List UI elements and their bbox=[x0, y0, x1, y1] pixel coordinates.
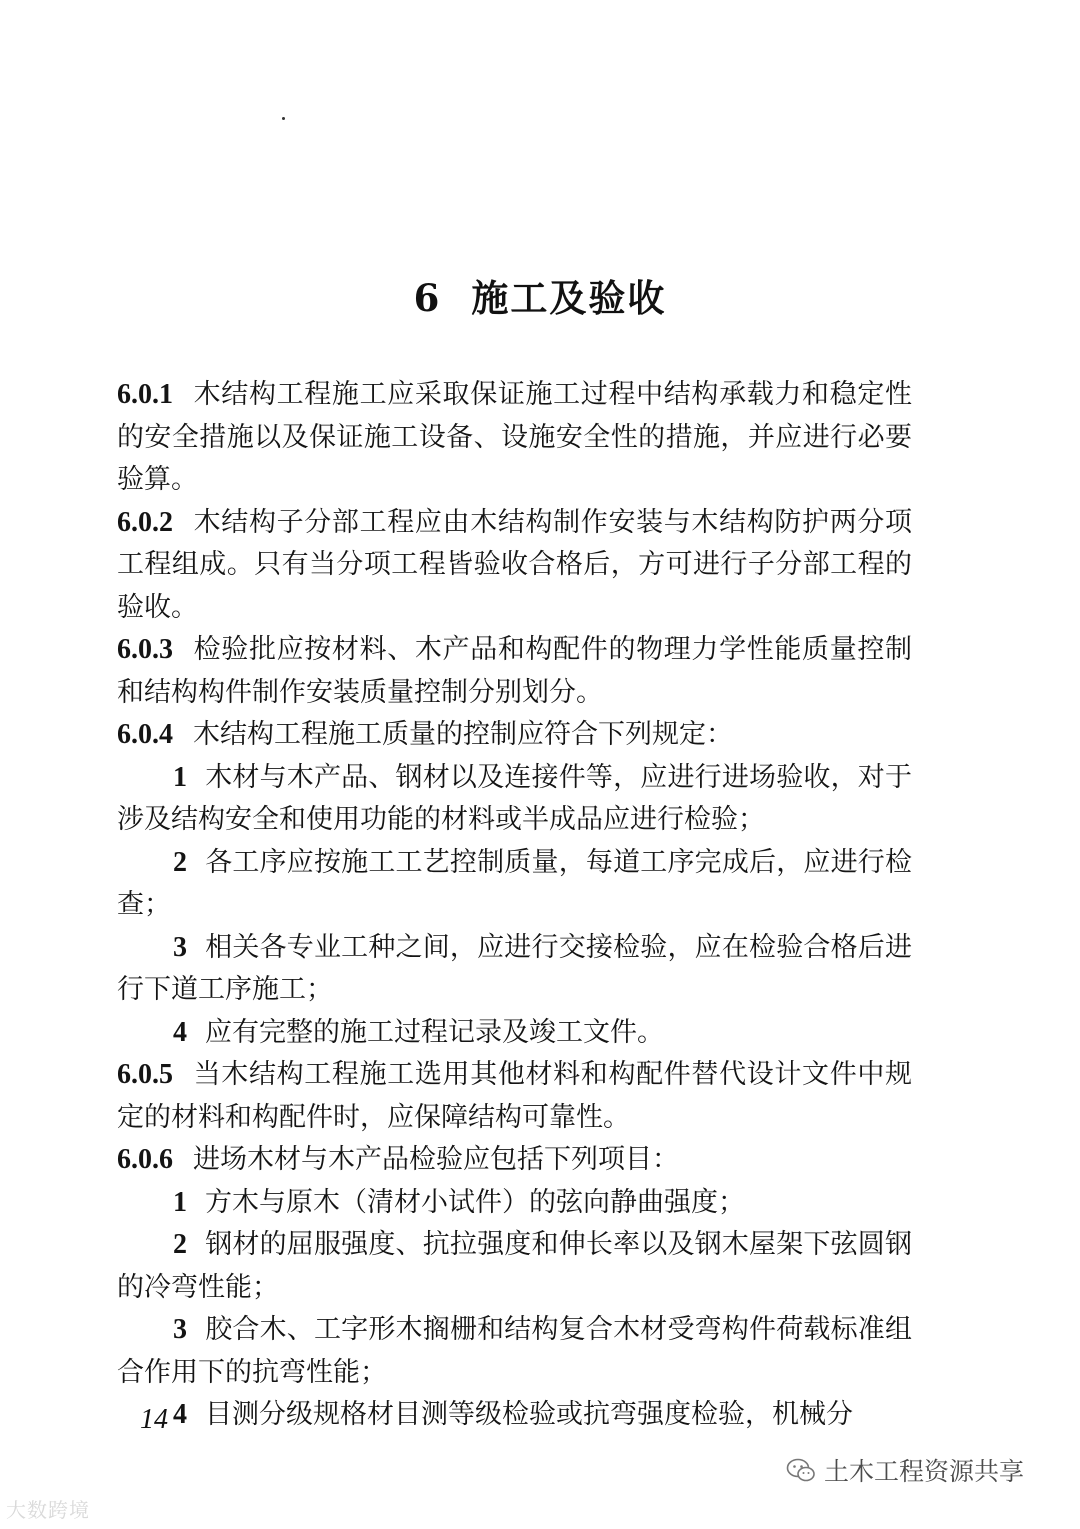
item-text: 目测分级规格材目测等级检验或抗弯强度检验，机械分 bbox=[205, 1399, 853, 1430]
clause-6-0-4 bbox=[117, 714, 912, 757]
list-item bbox=[117, 1309, 912, 1394]
clause-text: 木结构工程施工应采取保证施工过程中结构承载力和稳定性的安全措施以及保证施工设备、设施安全性的措施，并应进行必要验算。 bbox=[117, 379, 912, 495]
clause-number: 6.0.6 bbox=[117, 1144, 173, 1175]
clause-6-0-1 bbox=[117, 374, 912, 502]
item-number: 4 bbox=[173, 1016, 187, 1048]
clause-number: 6.0.2 bbox=[117, 506, 173, 538]
list-item bbox=[117, 1182, 912, 1225]
clause-text: 木结构子分部工程应由木结构制作安装与木结构防护两分项工程组成。只有当分项工程皆验收合格后，方可进行子分部工程的验收。 bbox=[117, 506, 912, 623]
item-text: 应有完整的施工过程记录及竣工文件。 bbox=[205, 1016, 664, 1048]
chapter-heading bbox=[0, 268, 1080, 322]
clause-6-0-6 bbox=[117, 1139, 912, 1182]
page-number: 14 bbox=[140, 1404, 168, 1435]
clause-text: 当木结构工程施工选用其他材料和构配件替代设计文件中规定的材料和构配件时，应保障结构可靠性。 bbox=[117, 1059, 912, 1133]
list-item bbox=[117, 1394, 912, 1437]
document-body bbox=[117, 374, 912, 1437]
clause-number: 6.0.4 bbox=[117, 719, 173, 750]
item-text: 各工序应按施工工艺控制质量，每道工序完成后，应进行检查； bbox=[117, 846, 912, 920]
chapter-title: 施工及验收 bbox=[471, 276, 667, 320]
wechat-icon bbox=[786, 1457, 816, 1483]
item-number: 1 bbox=[173, 761, 187, 793]
item-number: 4 bbox=[173, 1399, 187, 1430]
clause-6-0-5 bbox=[117, 1054, 912, 1139]
clause-6-0-3 bbox=[117, 629, 912, 714]
item-text: 木材与木产品、钢材以及连接件等，应进行进场验收，对于涉及结构安全和使用功能的材料或半成品应进行检验； bbox=[117, 761, 912, 835]
clause-6-0-2 bbox=[117, 502, 912, 630]
clause-number: 6.0.5 bbox=[117, 1059, 173, 1090]
list-item bbox=[117, 927, 912, 1012]
item-text: 钢材的屈服强度、抗拉强度和伸长率以及钢木屋架下弦圆钢的冷弯性能； bbox=[117, 1229, 912, 1303]
watermark-left: 大数跨境 bbox=[6, 1500, 90, 1522]
list-item bbox=[117, 842, 912, 927]
watermark-right-text: 土木工程资源共享 bbox=[824, 1458, 1025, 1486]
clause-text: 木结构工程施工质量的控制应符合下列规定： bbox=[193, 719, 733, 750]
item-text: 方木与原木（清材小试件）的弦向静曲强度； bbox=[205, 1186, 745, 1218]
watermark-right bbox=[786, 1452, 1024, 1488]
item-text: 胶合木、工字形木搁栅和结构复合木材受弯构件荷载标准组合作用下的抗弯性能； bbox=[117, 1314, 912, 1388]
list-item bbox=[117, 1224, 912, 1309]
scan-speck bbox=[282, 117, 285, 120]
list-item bbox=[117, 1012, 912, 1055]
list-item bbox=[117, 757, 912, 842]
item-number: 3 bbox=[173, 1314, 187, 1345]
item-number: 2 bbox=[173, 1229, 187, 1260]
chapter-number: 6 bbox=[413, 276, 442, 320]
clause-number: 6.0.3 bbox=[117, 634, 173, 665]
item-number: 3 bbox=[173, 931, 187, 963]
item-text: 相关各专业工种之间，应进行交接检验，应在检验合格后进行下道工序施工； bbox=[117, 931, 912, 1005]
clause-text: 检验批应按材料、木产品和构配件的物理力学性能质量控制和结构构件制作安装质量控制分别划分。 bbox=[117, 634, 912, 708]
item-number: 1 bbox=[173, 1186, 187, 1218]
clause-text: 进场木材与木产品检验应包括下列项目： bbox=[193, 1144, 679, 1175]
item-number: 2 bbox=[173, 846, 187, 878]
clause-number: 6.0.1 bbox=[117, 379, 173, 410]
